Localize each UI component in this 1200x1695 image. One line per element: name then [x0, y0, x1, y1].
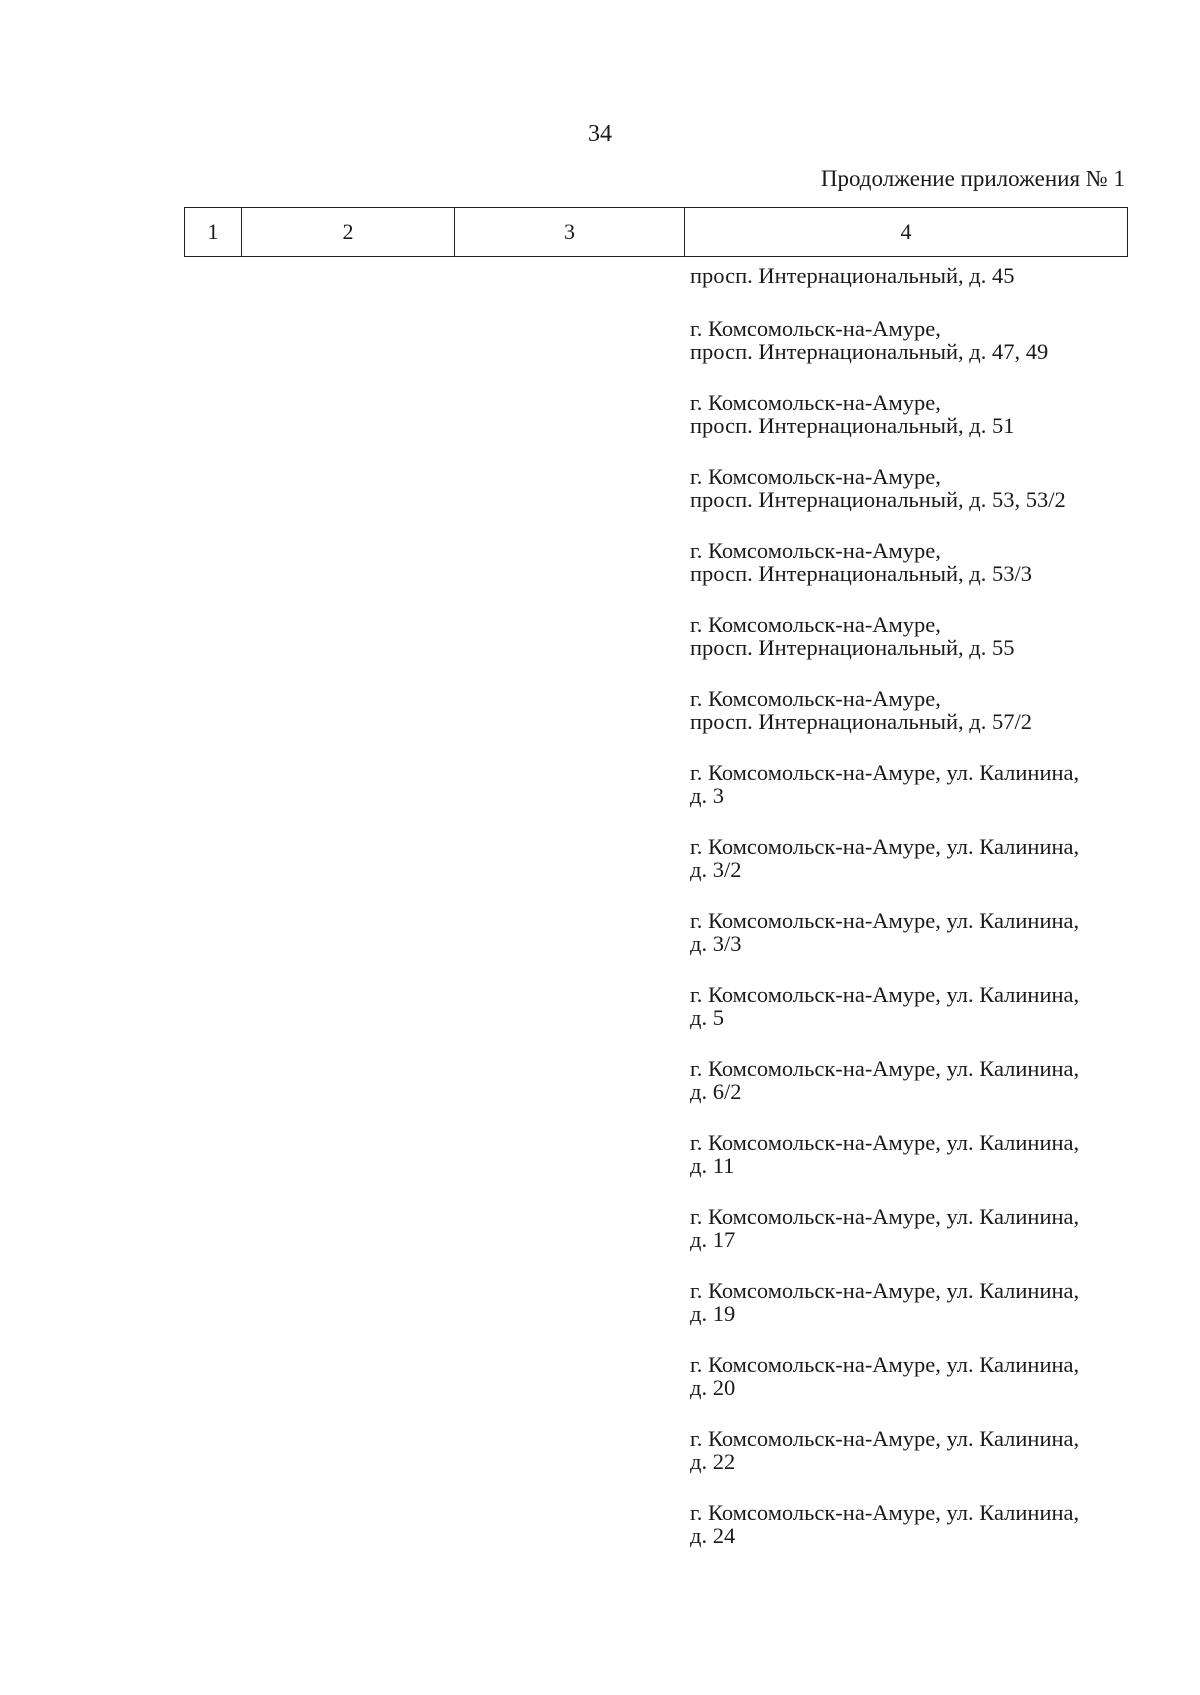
address-line: просп. Интернациональный, д. 53, 53/2 — [690, 487, 1066, 512]
address-line: д. 22 — [690, 1449, 736, 1474]
address-entry — [690, 1427, 1135, 1473]
address-line: г. Комсомольск-на-Амуре, — [690, 390, 941, 415]
address-line: д. 20 — [690, 1375, 736, 1400]
address-list — [690, 264, 1135, 1575]
address-line: г. Комсомольск-на-Амуре, ул. Калинина, — [690, 1500, 1080, 1525]
address-entry — [690, 465, 1135, 511]
address-entry — [690, 1279, 1135, 1325]
address-line: просп. Интернациональный, д. 47, 49 — [690, 339, 1049, 364]
address-line: д. 3 — [690, 783, 724, 808]
address-line: д. 24 — [690, 1523, 736, 1548]
address-line: г. Комсомольск-на-Амуре, ул. Калинина, — [690, 1426, 1080, 1451]
address-line: г. Комсомольск-на-Амуре, — [690, 686, 941, 711]
address-entry — [690, 613, 1135, 659]
address-line: д. 19 — [690, 1301, 736, 1326]
address-entry — [690, 983, 1135, 1029]
address-line: г. Комсомольск-на-Амуре, ул. Калинина, — [690, 760, 1080, 785]
page-number: 34 — [588, 121, 612, 147]
address-entry — [690, 1353, 1135, 1399]
address-entry — [690, 264, 1135, 287]
address-entry — [690, 1205, 1135, 1251]
address-entry — [690, 1501, 1135, 1547]
address-line: просп. Интернациональный, д. 51 — [690, 413, 1015, 438]
column-header-1: 1 — [185, 208, 242, 256]
address-line: д. 3/3 — [690, 931, 742, 956]
address-entry — [690, 317, 1135, 363]
address-entry — [690, 539, 1135, 585]
address-line: г. Комсомольск-на-Амуре, — [690, 612, 941, 637]
address-line: г. Комсомольск-на-Амуре, ул. Калинина, — [690, 1130, 1080, 1155]
address-line: г. Комсомольск-на-Амуре, — [690, 464, 941, 489]
column-header-4: 4 — [900, 219, 912, 244]
address-line: г. Комсомольск-на-Амуре, ул. Калинина, — [690, 1278, 1080, 1303]
address-line: д. 17 — [690, 1227, 736, 1252]
address-line: г. Комсомольск-на-Амуре, ул. Калинина, — [690, 1352, 1080, 1377]
address-entry — [690, 1057, 1135, 1103]
address-line: д. 6/2 — [690, 1079, 742, 1104]
column-header-3: 3 — [455, 208, 685, 256]
address-entry — [690, 835, 1135, 881]
address-entry — [690, 909, 1135, 955]
column-header-2: 2 — [242, 208, 455, 256]
address-line: г. Комсомольск-на-Амуре, ул. Калинина, — [690, 834, 1080, 859]
address-line: г. Комсомольск-на-Амуре, ул. Калинина, — [690, 1056, 1080, 1081]
table-header-row — [184, 207, 1128, 257]
address-line: г. Комсомольск-на-Амуре, ул. Калинина, — [690, 1204, 1080, 1229]
address-line: г. Комсомольск-на-Амуре, — [690, 316, 941, 341]
address-entry — [690, 687, 1135, 733]
address-line: д. 5 — [690, 1005, 724, 1030]
address-line: г. Комсомольск-на-Амуре, ул. Калинина, — [690, 982, 1080, 1007]
address-line: г. Комсомольск-на-Амуре, ул. Калинина, — [690, 908, 1080, 933]
address-line: д. 11 — [690, 1153, 735, 1178]
address-line: г. Комсомольск-на-Амуре, — [690, 538, 941, 563]
address-entry — [690, 391, 1135, 437]
address-line: д. 3/2 — [690, 857, 742, 882]
address-entry — [690, 761, 1135, 807]
address-line: просп. Интернациональный, д. 55 — [690, 635, 1015, 660]
appendix-continuation-note: Продолжение приложения № 1 — [820, 166, 1125, 191]
address-line: просп. Интернациональный, д. 57/2 — [690, 709, 1032, 734]
address-line: просп. Интернациональный, д. 53/3 — [690, 561, 1032, 586]
address-line: просп. Интернациональный, д. 45 — [690, 263, 1015, 288]
address-entry — [690, 1131, 1135, 1177]
